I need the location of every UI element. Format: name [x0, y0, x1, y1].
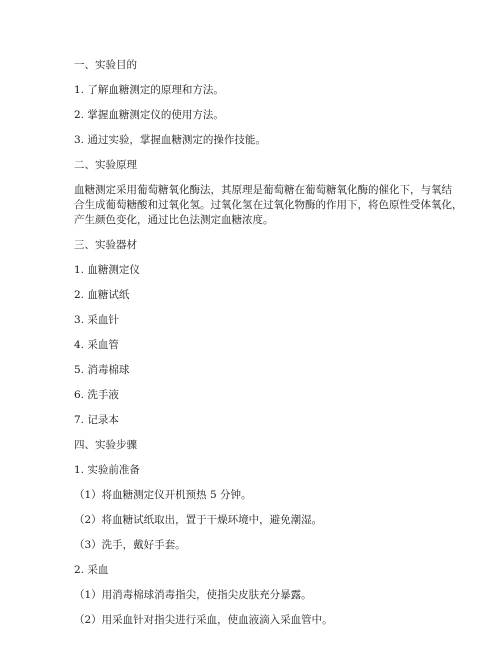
step-2-heading: 2. 采血: [74, 564, 109, 576]
equipment-item-5: 5. 消毒棉球: [74, 364, 130, 376]
equipment-item-3: 3. 采血针: [74, 314, 119, 326]
equipment-item-4: 4. 采血管: [74, 339, 119, 351]
step-1-item-1: （1）将血糖测定仪开机预热 5 分钟。: [74, 489, 252, 501]
step-2-item-2: （2）用采血针对指尖进行采血，使血液滴入采血管中。: [74, 614, 333, 626]
equipment-item-2: 2. 血糖试纸: [74, 289, 130, 301]
purpose-item-1: 1. 了解血糖测定的原理和方法。: [74, 84, 224, 96]
section-heading-purpose: 一、实验目的: [74, 59, 137, 71]
equipment-item-6: 6. 洗手液: [74, 389, 119, 401]
equipment-item-1: 1. 血糖测定仪: [74, 264, 140, 276]
purpose-item-3: 3. 通过实验，掌握血糖测定的操作技能。: [74, 134, 266, 146]
principle-line-1: 血糖测定采用葡萄糖氧化酶法，其原理是葡萄糖在葡萄糖氧化酶的催化下，与氧结: [74, 184, 452, 196]
section-heading-equipment: 三、实验器材: [74, 239, 137, 251]
step-2-item-1: （1）用消毒棉球消毒指尖，使指尖皮肤充分暴露。: [74, 589, 312, 601]
step-1-item-2: （2）将血糖试纸取出，置于干燥环境中，避免潮湿。: [74, 514, 323, 526]
principle-line-2: 合生成葡萄糖酸和过氧化氢。过氧化氢在过氧化物酶的作用下，将色原性受体氧化，: [74, 199, 463, 211]
step-1-heading: 1. 实验前准备: [74, 464, 140, 476]
principle-line-3: 产生颜色变化，通过比色法测定血糖浓度。: [74, 214, 274, 226]
step-1-item-3: （3）洗手，戴好手套。: [74, 539, 186, 551]
section-heading-steps: 四、实验步骤: [74, 439, 137, 451]
equipment-item-7: 7. 记录本: [74, 414, 119, 426]
purpose-item-2: 2. 掌握血糖测定仪的使用方法。: [74, 109, 224, 121]
section-heading-principle: 二、实验原理: [74, 159, 137, 171]
